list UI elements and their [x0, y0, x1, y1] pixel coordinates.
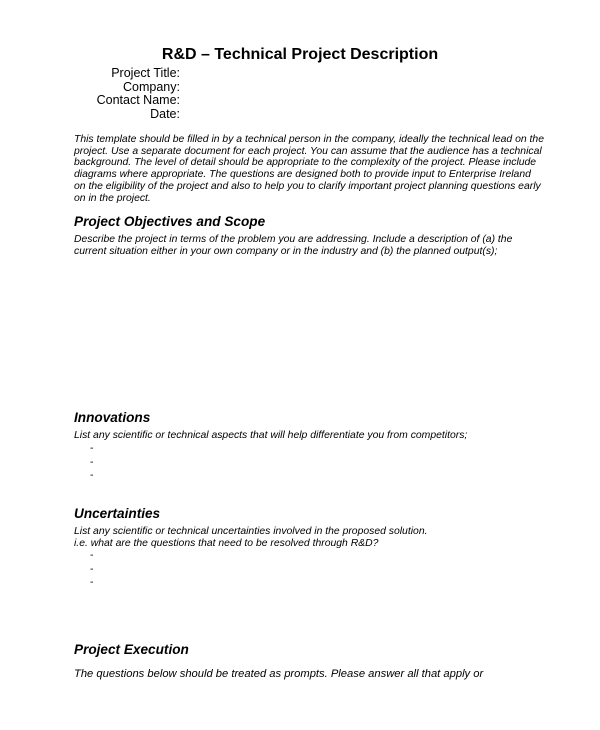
innovations-bullet-list	[90, 442, 93, 483]
list-item: -	[90, 563, 94, 575]
uncertainties-text-line-2: i.e. what are the questions that need to be resolved through R&D?	[74, 537, 379, 549]
field-date-label: Date:	[150, 107, 180, 122]
section-heading-execution: Project Execution	[74, 642, 189, 657]
section-text-uncertainties	[74, 526, 544, 549]
field-company-label: Company:	[123, 79, 180, 94]
section-heading-uncertainties: Uncertainties	[74, 506, 161, 521]
section-text-objectives: Describe the project in terms of the problem you are addressing. Include a description of (a) the current situation either in your own company or in the industry and (b) the planned output(s);	[74, 234, 513, 257]
list-item: -	[90, 550, 94, 561]
intro-paragraph: This template should be filled in by a technical person in the company, ideally the technical lead on the project. Use a separate document for each project. You can assume that the audience has a technical background. The level of detail should be appropriate to the complexity of the project. Please include diagrams where appropriate. The questions are designed both to provide input to Enterprise Ireland on the eligibility of the project and also to help you to clarify important project planning questions early on in the project.	[74, 134, 544, 204]
uncertainties-bullet-list	[90, 549, 93, 590]
document-title: R&D – Technical Project Description	[161, 46, 439, 63]
section-heading-objectives: Project Objectives and Scope	[74, 214, 266, 229]
list-item: -	[90, 456, 94, 468]
field-project-title-label: Project Title:	[111, 66, 180, 80]
header-fields	[60, 67, 180, 122]
section-text-innovations: List any scientific or technical aspects that will help differentiate you from competitors;	[74, 430, 468, 441]
list-item: -	[90, 443, 94, 454]
uncertainties-text-line-1: List any scientific or technical uncertainties involved in the proposed solution.	[74, 526, 428, 537]
section-text-execution: The questions below should be treated as prompts. Please answer all that apply or	[74, 668, 484, 680]
section-heading-innovations: Innovations	[74, 410, 151, 425]
list-item: -	[90, 577, 94, 588]
field-contact-name-label: Contact Name:	[96, 93, 180, 108]
list-item: -	[90, 470, 94, 481]
